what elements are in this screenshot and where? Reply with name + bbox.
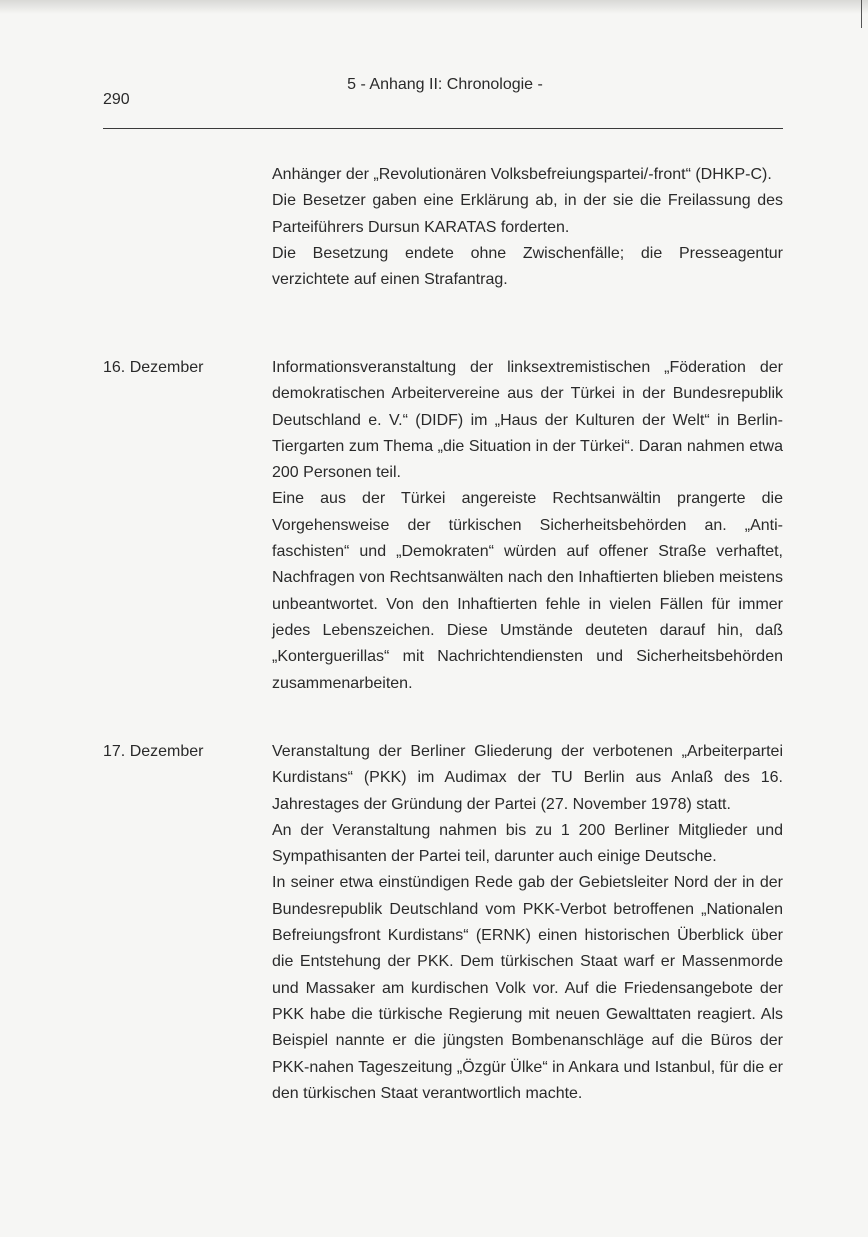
entry-body — [272, 355, 783, 697]
scan-shadow — [0, 0, 868, 14]
entry-paragraph: Informationsveranstaltung der linksextremistischen „Föderation der demokratischen Arbeitervereine aus der Türkei in der Bundesrepublik Deutschland e. V.“ (DIDF) im „Haus der Kulturen der Welt“ in Berlin-Tiergarten zum Thema „die Situation in der Türkei“. Daran nahmen etwa 200 Personen teil. — [272, 359, 783, 482]
entry-paragraph: In seiner etwa einstündigen Rede gab der Gebietsleiter Nord der in der Bundesrepublik Deutschland vom PKK-Verbot betroffenen „Nationalen Befreiungsfront Kurdistans“ (ERNK) einen historischen Überblick über die Entstehung der PKK. Dem türkischen Staat warf er Massenmorde und Massaker am kurdischen Volk vor. Auf die Friedensangebote der PKK habe die türkische Regierung mit neuen Gewalttaten reagiert. Als Beispiel nannte er die jüngsten Bombenanschläge auf die Büros der PKK-nahen Tageszeitung „Özgür Ülke“ in Ankara und Istanbul, für die er den türkischen Staat verantwortlich machte. — [272, 874, 783, 1102]
entry-paragraph: Die Besetzer gaben eine Erklärung ab, in der sie die Freilassung des Parteiführers Dursun KARATAS forderten. — [272, 192, 783, 236]
entry-paragraph: Eine aus der Türkei angereiste Rechtsanwältin prangerte die Vorgehensweise der türkischen Sicherheitsbehörden an. „Antifaschisten“ und „Demokraten“ würden auf offener Straße verhaftet, Nachfragen von Rechtsanwälten nach den Inhaftierten blieben meistens unbeantwortet. Von den Inhaftierten fehle in vielen Fällen für immer jedes Lebenszeichen. Diese Umstände deuteten darauf hin, daß „Konterguerillas“ mit Nachrichtendiensten und Sicherheitsbehörden zusammenarbeiten. — [272, 490, 783, 692]
entry-paragraph: Veranstaltung der Berliner Gliederung der verbotenen „Arbeiterpartei Kurdistans“ (PKK) im Audimax der TU Berlin aus Anlaß des 16. Jahrestages der Gründung der Partei (27. November 1978) statt. — [272, 743, 783, 813]
entry-paragraph: An der Veranstaltung nahmen bis zu 1 200 Berliner Mitglieder und Sympathisanten der Partei teil, darunter auch einige Deutsche. — [272, 821, 783, 866]
page-number: 290 — [103, 91, 130, 108]
entry-body — [272, 739, 783, 1107]
header-rule — [103, 128, 783, 129]
entry-paragraph: Die Besetzung endete ohne Zwischenfälle; die Presseagentur verzichtete auf einen Strafantrag. — [272, 244, 783, 289]
entry-body — [272, 162, 783, 293]
scan-edge-mark — [861, 0, 862, 28]
entry-paragraph: Anhänger der „Revolutionären Volksbefreiungspartei/-front“ (DHKP-C). — [272, 166, 772, 183]
entry-date: 17. Dezember — [103, 743, 204, 760]
entry-date: 16. Dezember — [103, 359, 204, 376]
running-head: 5 - Anhang II: Chronologie - — [347, 76, 543, 93]
